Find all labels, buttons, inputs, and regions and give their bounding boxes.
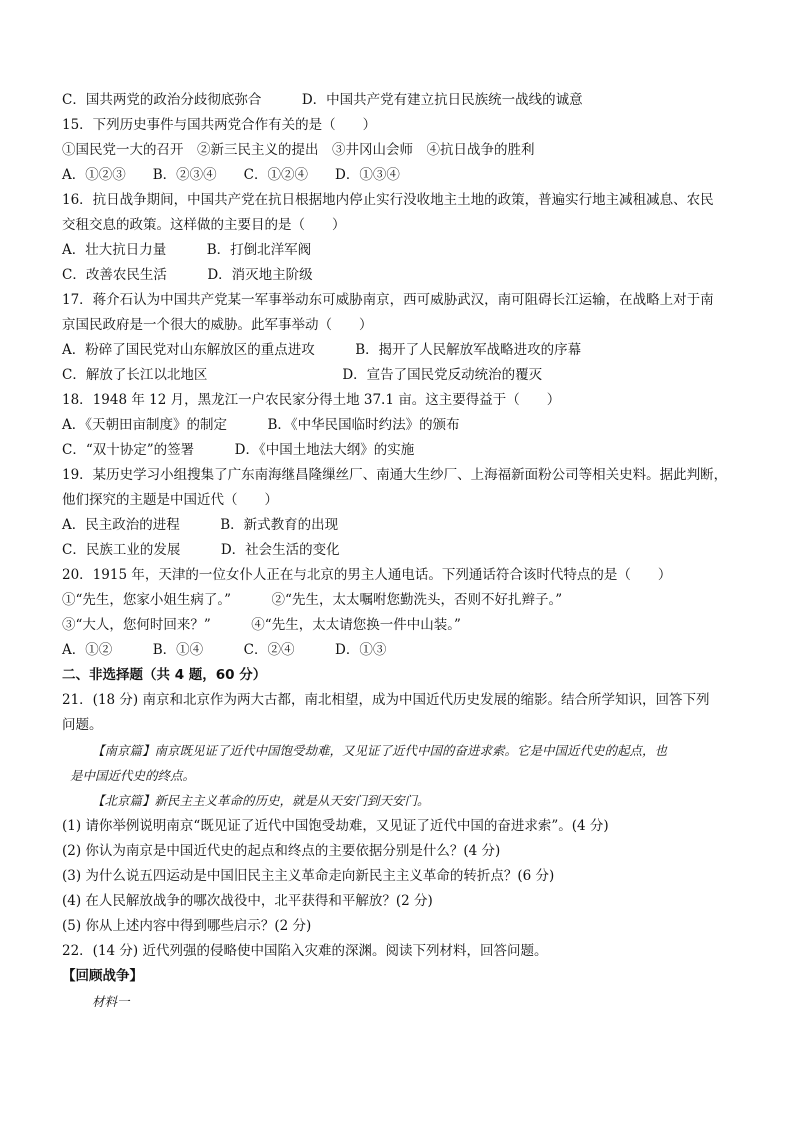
q21-sub1: (1) 请你举例说明南京“既见证了近代中国饱受劫难，又见证了近代中国的奋进求索”。(4 分) — [62, 818, 609, 834]
q18-option-ab: A．《天朝田亩制度》的制定 B．《中华民国临时约法》的颁布 — [62, 417, 460, 433]
q20-items-34: ③“大人，您何时回来？” ④“先生，太太请您换一件中山装。” — [62, 617, 461, 633]
q21-material-nanjing-line1: 【南京篇】南京既见证了近代中国饱受劫难，又见证了近代中国的奋进求索。它是中国近代史的起点，也 — [92, 743, 668, 758]
q19-stem-line2: 他们探究的主题是中国近代（ ） — [62, 492, 278, 508]
q16-option-ab: A．壮大抗日力量 B．打倒北洋军阀 — [62, 242, 312, 258]
q21-stem-line1: 21．(18 分) 南京和北京作为两大古都，南北相望，成为中国近代历史发展的缩影。结合所学知识，回答下列 — [62, 692, 710, 708]
q15-items: ①国民党一大的召开 ②新三民主义的提出 ③井冈山会师 ④抗日战争的胜利 — [62, 142, 535, 158]
q17-stem-line1: 17．蒋介石认为中国共产党某一军事举动东可威胁南京，西可威胁武汉，南可阻碍长江运输，在战略上对于南 — [62, 292, 714, 308]
q19-option-cd: C．民族工业的发展 D．社会生活的变化 — [62, 542, 340, 558]
q21-sub2: (2) 你认为南京是中国近代史的起点和终点的主要依据分别是什么？(4 分) — [62, 843, 501, 859]
q22-heading-war: 【回顾战争】 — [62, 968, 143, 984]
q21-material-beijing: 【北京篇】新民主主义革命的历史，就是从天安门到天安门。 — [92, 793, 430, 808]
q16-stem-line1: 16．抗日战争期间，中国共产党在抗日根据地内停止实行没收地主土地的政策，普遍实行地主减租减息、农民 — [62, 192, 714, 208]
section-heading-nonchoice: 二、非选择题（共 4 题，60 分） — [62, 667, 267, 683]
q18-option-cd: C．“双十协定”的签署 D．《中国土地法大纲》的实施 — [62, 442, 415, 458]
q21-material-nanjing-line2: 是中国近代史的终点。 — [70, 768, 196, 783]
q21-stem-line2: 问题。 — [62, 717, 103, 733]
q21-sub5: (5) 你从上述内容中得到哪些启示？(2 分) — [62, 918, 312, 934]
q21-sub3: (3) 为什么说五四运动是中国旧民主主义革命走向新民主主义革命的转折点？(6 分) — [62, 868, 555, 884]
q19-stem-line1: 19．某历史学习小组搜集了广东南海继昌隆缫丝厂、南通大生纱厂、上海福新面粉公司等相关史料。据此判断， — [62, 467, 728, 483]
q17-stem-line2: 京国民政府是一个很大的威胁。此军事举动（ ） — [62, 317, 373, 333]
q16-stem-line2: 交租交息的政策。这样做的主要目的是（ ） — [62, 217, 346, 233]
q19-option-ab: A．民主政治的进程 B．新式教育的出现 — [62, 517, 339, 533]
q17-option-cd: C．解放了长江以北地区 D．宣告了国民党反动统治的覆灭 — [62, 367, 543, 383]
q16-option-cd: C．改善农民生活 D．消灭地主阶级 — [62, 267, 313, 283]
q15-stem: 15．下列历史事件与国共两党合作有关的是（ ） — [62, 117, 377, 133]
q20-options: A．①② B．①④ C．②④ D．①③ — [62, 642, 387, 658]
q17-option-ab: A．粉碎了国民党对山东解放区的重点进攻 B．揭开了人民解放军战略进攻的序幕 — [62, 342, 582, 358]
q21-sub4: (4) 在人民解放战争的哪次战役中，北平获得和平解放？(2 分) — [62, 893, 433, 909]
q15-options: A．①②③ B．②③④ C．①②④ D．①③④ — [62, 167, 400, 183]
q22-stem: 22．(14 分) 近代列强的侵略使中国陷入灾难的深渊。阅读下列材料，回答问题。 — [62, 943, 548, 959]
q22-material-one-label: 材料一 — [92, 994, 130, 1009]
q20-stem: 20．1915 年，天津的一位女仆人正在与北京的男主人通电话。下列通话符合该时代特点的是（ ） — [62, 567, 672, 583]
q18-stem: 18．1948 年 12 月，黑龙江一户农民家分得土地 37.1 亩。这主要得益于（ ） — [62, 392, 561, 408]
q20-items-12: ①“先生，您家小姐生病了。” ②“先生，太太嘱咐您勤洗头，否则不好扎辫子。” — [62, 592, 563, 608]
q14-option-cd: C．国共两党的政治分歧彻底弥合 D．中国共产党有建立抗日民族统一战线的诚意 — [62, 92, 583, 108]
